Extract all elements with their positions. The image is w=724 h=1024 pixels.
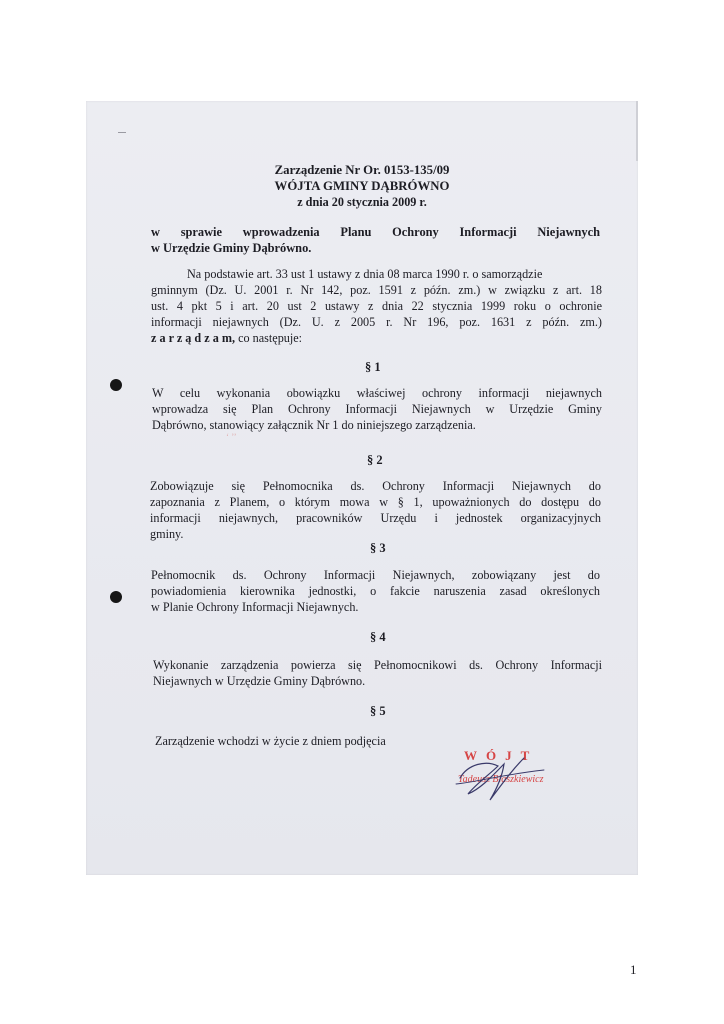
section-3-line-2: powiadomienia kierownika jednostki, o fakcie naruszenia zasad określonych: [151, 584, 600, 598]
section-4-label: § 4: [370, 630, 386, 644]
section-3-label: § 3: [370, 541, 386, 555]
preamble-line-1: Na podstawie art. 33 ust 1 ustawy z dnia 08 marca 1990 r. o samorządzie: [187, 267, 543, 281]
preamble-line-4: informacji niejawnych (Dz. U. z 2005 r. Nr 196, poz. 1631 z późn. zm.): [151, 315, 602, 329]
section-2-label: § 2: [367, 453, 383, 467]
section-4-line-2: Niejawnych w Urzędzie Gminy Dąbrówno.: [153, 674, 366, 688]
order-number: Zarządzenie Nr Or. 0153-135/09: [274, 163, 450, 177]
stamp-name: Tadeusz Błaszkiewicz: [458, 774, 544, 785]
preamble-line-3: ust. 4 pkt 5 i art. 20 ust 2 ustawy z dnia 22 stycznia 1999 roku o ochronie: [151, 299, 602, 313]
section-1-line-3: Dąbrówno, stanowiący załącznik Nr 1 do niniejszego zarządzenia.: [152, 418, 476, 432]
section-4-line-1: Wykonanie zarządzenia powierza się Pełnomocnikowi ds. Ochrony Informacji: [153, 658, 602, 672]
signature: [446, 744, 556, 804]
section-2-line-2: zapoznania z Planem, o którym mowa w § 1, upoważnionych do dostępu do: [150, 495, 601, 509]
ink-mark: ‘ ’’: [226, 432, 237, 442]
section-2-line-1: Zobowiązuje się Pełnomocnika ds. Ochrony Informacji Niejawnych do: [150, 479, 601, 493]
section-3-line-1: Pełnomocnik ds. Ochrony Informacji Niejawnych, zobowiązany jest do: [151, 568, 600, 582]
section-3-line-3: w Planie Ochrony Informacji Niejawnych.: [151, 600, 359, 614]
section-1-line-1: W celu wykonania obowiązku właściwej ochrony informacji niejawnych: [152, 386, 602, 400]
stamp-title: WÓJT: [464, 748, 539, 763]
preamble-line-2: gminnym (Dz. U. 2001 r. Nr 142, poz. 1591 z późn. zm.) w związku z art. 18: [151, 283, 602, 297]
section-1-line-2: wprowadza się Plan Ochrony Informacji Niejawnych w Urzędzie Gminy: [152, 402, 602, 416]
scan-mark: [118, 132, 126, 133]
issuer-title: WÓJTA GMINY DĄBRÓWNO: [274, 179, 450, 193]
subject-line-2: w Urzędzie Gminy Dąbrówno.: [151, 241, 312, 255]
page-number: 1: [630, 962, 637, 977]
preamble-line-5: [151, 332, 302, 344]
section-1-label: § 1: [365, 360, 381, 374]
section-5-line-1: Zarządzenie wchodzi w życie z dniem podjęcia: [155, 734, 386, 748]
scan-edge: [636, 101, 638, 161]
punch-hole-bottom: [110, 591, 122, 603]
order-date: z dnia 20 stycznia 2009 r.: [297, 195, 427, 209]
subject-line-1: w sprawie wprowadzenia Planu Ochrony Informacji Niejawnych: [151, 225, 600, 239]
section-5-label: § 5: [370, 704, 386, 718]
section-2-line-3: informacji niejawnych, pracowników Urzędu i jednostek organizacyjnych: [150, 511, 601, 525]
section-2-line-4: gminy.: [150, 527, 184, 541]
decree-rest: co następuje:: [235, 331, 303, 345]
punch-hole-top: [110, 379, 122, 391]
decree-word: z a r z ą d z a m,: [151, 331, 236, 345]
